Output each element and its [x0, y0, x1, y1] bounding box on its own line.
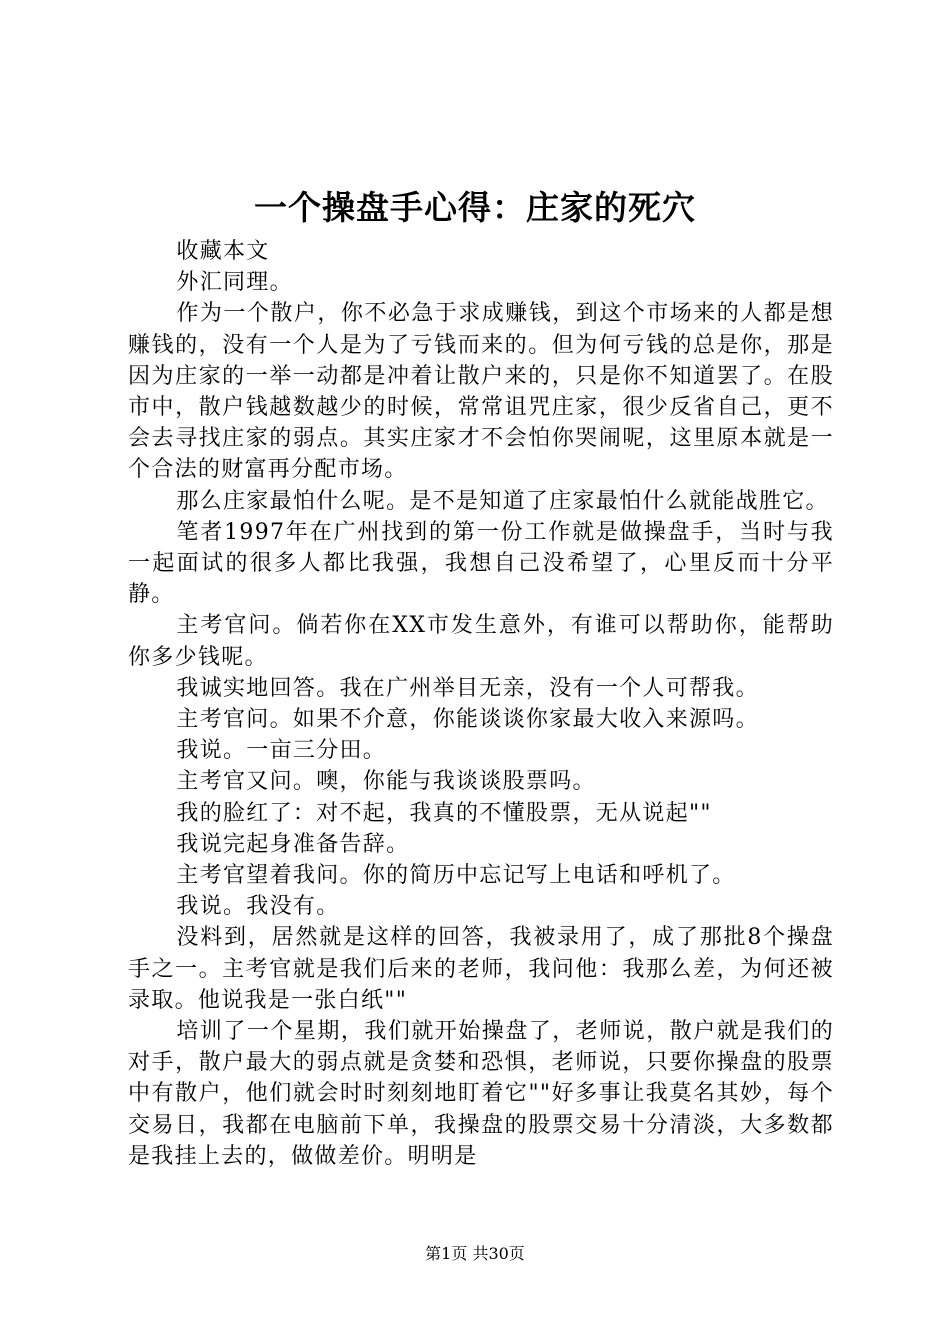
paragraph: 我说。我没有。 — [176, 894, 340, 920]
document-body — [128, 236, 834, 1172]
document-title: 一个操盘手心得：庄家的死穴 — [254, 188, 696, 227]
paragraph: 收藏本文 — [176, 239, 270, 264]
paragraph: 那么庄家最怕什么呢。是不是知道了庄家最怕什么就能战胜它。 — [176, 488, 829, 514]
paragraph: 作为一个散户，你不必急于求成赚钱，到这个市场来的人都是想赚钱的，没有一个人是为了亏钱而来的。但为何亏钱的总是你，那是因为庄家的一举一动都是冲着让散户来的，只是你不知道罢了。在股市中，散户钱越数越少的时候，常常诅咒庄家，很少反省自己，更不会去寻找庄家的弱点。其实庄家才不会怕你哭闹呢，这里原本就是一个合法的财富再分配市场。 — [128, 301, 834, 483]
paragraph: 主考官又问。噢，你能与我谈谈股票吗。 — [176, 769, 596, 795]
paragraph: 外汇同理。 — [176, 270, 293, 296]
paragraph: 笔者1997年在广州找到的第一份工作就是做操盘手，当时与我一起面试的很多人都比我强，我想自己没希望了，心里反而十分平静。 — [128, 519, 834, 608]
paragraph: 我说。一亩三分田。 — [176, 738, 387, 764]
paragraph: 我的脸红了：对不起，我真的不懂股票，无从说起"" — [176, 800, 712, 826]
paragraph: 主考官问。如果不介意，你能谈谈你家最大收入来源吗。 — [176, 707, 759, 733]
paragraph: 主考官问。倘若你在XX市发生意外，有谁可以帮助你，能帮助你多少钱呢。 — [128, 613, 834, 670]
paragraph: 我说完起身准备告辞。 — [176, 831, 410, 857]
page-footer: 第1页 共30页 — [425, 1244, 525, 1263]
paragraph: 培训了一个星期，我们就开始操盘了，老师说，散户就是我们的对手，散户最大的弱点就是贪婪和恐惧，老师说，只要你操盘的股票中有散户，他们就会时时刻刻地盯着它""好多事让我莫名其妙，每个交易日，我都在电脑前下单，我操盘的股票交易十分清淡，大多数都是我挂上去的，做做差价。明明是 — [128, 1019, 834, 1169]
paragraph: 我诚实地回答。我在广州举目无亲，没有一个人可帮我。 — [176, 675, 759, 701]
paragraph: 主考官望着我问。你的简历中忘记写上电话和呼机了。 — [176, 863, 736, 889]
paragraph: 没料到，居然就是这样的回答，我被录用了，成了那批8个操盘手之一。主考官就是我们后来的老师，我问他：我那么差，为何还被录取。他说我是一张白纸"" — [128, 925, 834, 1013]
